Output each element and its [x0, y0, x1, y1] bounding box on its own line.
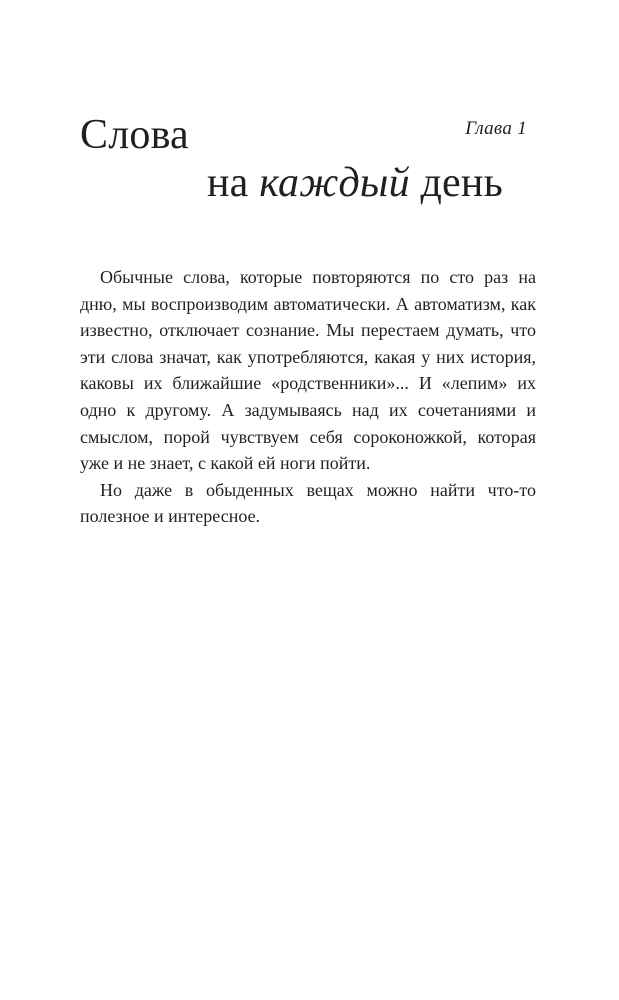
- title-word-na: на: [207, 160, 260, 206]
- paragraph-2: Но даже в обыденных вещах можно найти что-то полезное и интересное.: [80, 479, 536, 527]
- title-emphasis: каждый: [259, 160, 410, 206]
- title-word-den: день: [409, 160, 503, 206]
- title-line-2: [207, 162, 503, 204]
- title-line-1: Слова: [80, 112, 189, 158]
- chapter-label: Глава 1: [465, 118, 527, 139]
- paragraph-1: Обычные слова, которые повторяются по сто раз на дню, мы воспроизводим автоматически. А автоматизм, как известно, отключает сознание. Мы перестаем думать, что эти слова значат, как употребляются, какая у них история, каковы их ближайшие «родственники»... И «лепим» их одно к другому. А задумываясь над их сочетаниями и смыслом, порой чувствуем себя сороконожкой, которая уже и не знает, с какой ей ноги пойти.: [80, 267, 536, 474]
- body-text: [80, 264, 536, 530]
